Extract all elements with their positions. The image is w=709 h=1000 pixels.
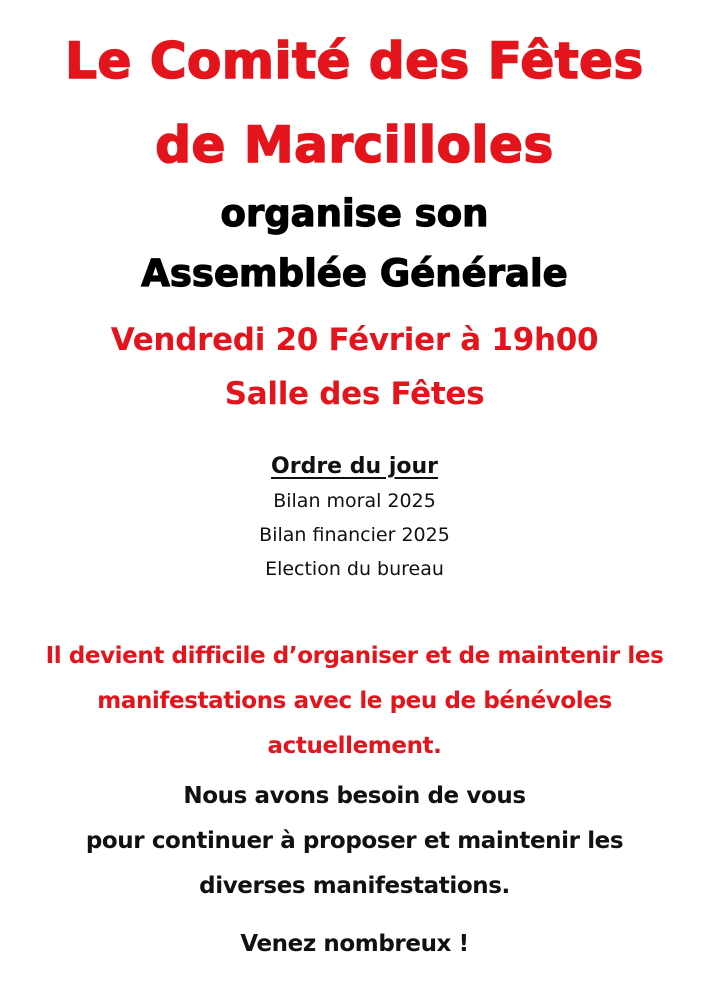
subtitle-line-1: organise son	[220, 192, 489, 235]
title-line-2: de Marcilloles	[155, 116, 554, 174]
message-black-line-2: pour continuer à proposer et maintenir les	[85, 828, 624, 854]
agenda-heading: Ordre du jour	[271, 454, 438, 479]
message-red-line-3: actuellement.	[267, 733, 442, 759]
agenda-item-3: Election du bureau	[265, 558, 444, 580]
message-black-line-1: Nous avons besoin de vous	[183, 783, 526, 809]
closing-line: Venez nombreux !	[240, 931, 469, 957]
agenda-item-2: Bilan financier 2025	[259, 524, 450, 546]
subtitle-line-2: Assemblée Générale	[141, 252, 568, 295]
event-venue: Salle des Fêtes	[224, 376, 485, 412]
agenda-item-1: Bilan moral 2025	[273, 490, 436, 512]
title-line-1: Le Comité des Fêtes	[65, 32, 644, 90]
event-date-time: Vendredi 20 Février à 19h00	[110, 322, 599, 358]
message-black-line-3: diverses manifestations.	[199, 873, 510, 899]
message-red-line-1: Il devient difficile d’organiser et de maintenir les	[45, 643, 664, 669]
message-red-line-2: manifestations avec le peu de bénévoles	[97, 688, 612, 714]
